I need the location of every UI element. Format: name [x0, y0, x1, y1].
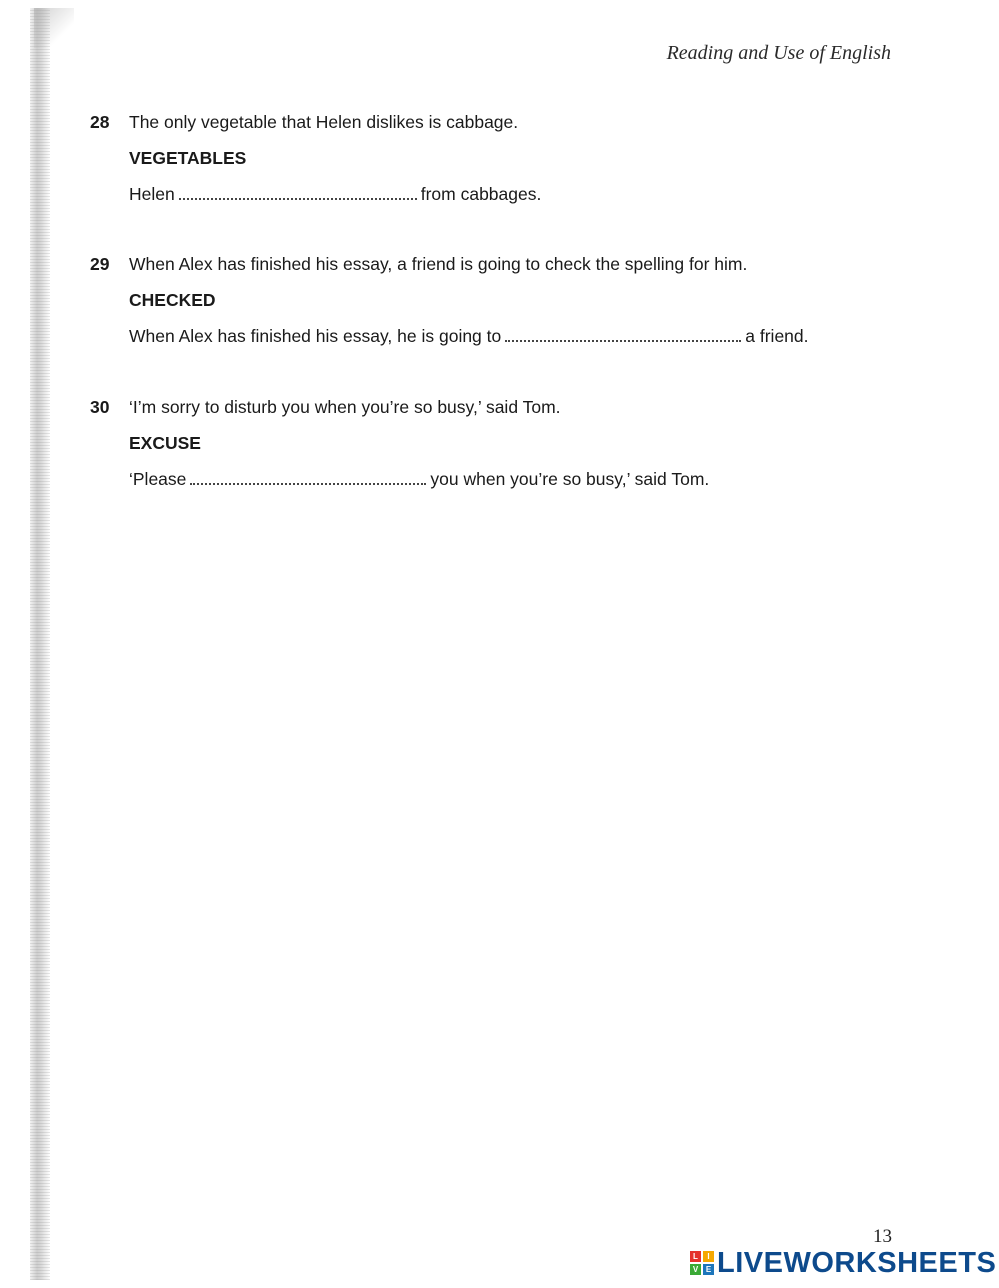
- logo-letter: I: [703, 1251, 714, 1262]
- answer-line: [129, 184, 541, 205]
- page-binding-edge: [30, 8, 50, 1280]
- question-number: 29: [90, 254, 110, 274]
- question-keyword: CHECKED: [129, 290, 216, 310]
- answer-gap-input[interactable]: [505, 336, 741, 342]
- page-number: 13: [873, 1226, 892, 1247]
- answer-before-text: ‘Please: [129, 469, 187, 489]
- liveworksheets-watermark: [690, 1246, 996, 1280]
- logo-letter: E: [703, 1264, 714, 1275]
- answer-line: [129, 469, 709, 490]
- answer-before-text: When Alex has finished his essay, he is going to: [129, 326, 502, 346]
- question-sentence: The only vegetable that Helen dislikes is cabbage.: [129, 112, 519, 132]
- answer-gap-input[interactable]: [190, 479, 426, 485]
- answer-line: [129, 326, 809, 347]
- page-binding-shadow: [34, 8, 74, 48]
- question-keyword: EXCUSE: [129, 433, 201, 453]
- answer-after-text: from cabbages.: [420, 184, 542, 204]
- liveworksheets-logo-icon: [690, 1251, 714, 1275]
- logo-letter: L: [690, 1251, 701, 1262]
- question-sentence: ‘I’m sorry to disturb you when you’re so busy,’ said Tom.: [129, 397, 561, 417]
- answer-gap-input[interactable]: [179, 194, 417, 200]
- question-number: 30: [90, 397, 110, 417]
- question-number: 28: [90, 112, 110, 132]
- answer-before-text: Helen: [129, 184, 175, 204]
- logo-letter: V: [690, 1264, 701, 1275]
- running-head: Reading and Use of English: [666, 42, 891, 64]
- watermark-text: LIVEWORKSHEETS: [717, 1246, 997, 1279]
- question-sentence: When Alex has finished his essay, a friend is going to check the spelling for him.: [129, 254, 748, 274]
- question-keyword: VEGETABLES: [129, 148, 247, 168]
- answer-after-text: you when you’re so busy,’ said Tom.: [430, 469, 710, 489]
- answer-after-text: a friend.: [745, 326, 809, 346]
